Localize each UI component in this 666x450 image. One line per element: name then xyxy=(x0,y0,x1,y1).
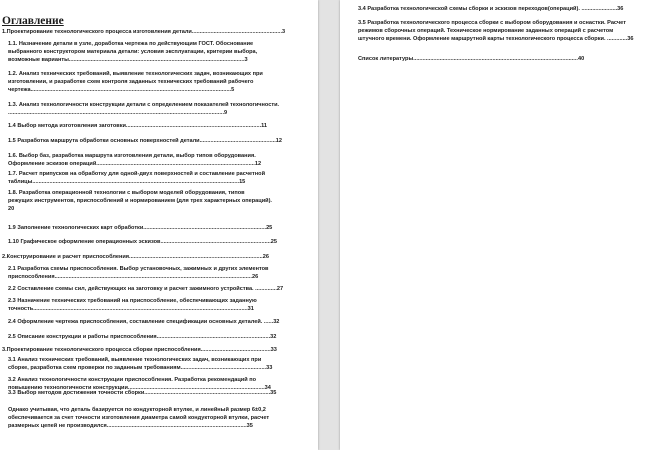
toc-entry-line: 3.4 Разработка технологической схемы сборки и эскизов переходов(операций). .......................36 xyxy=(358,6,624,12)
toc-entry[interactable] xyxy=(8,101,279,117)
toc-entry-line: 20 xyxy=(8,206,15,213)
toc-entry-line: 3.3 Выбор методов достижения точности сборки.................................................................................35 xyxy=(8,390,277,396)
toc-entry[interactable] xyxy=(8,285,283,293)
toc-entry-line: 1.Проектирование технологического процесса изготовления детали..........................................................3 xyxy=(2,29,286,35)
toc-entry[interactable] xyxy=(2,28,285,36)
toc-entry[interactable] xyxy=(8,297,257,313)
toc-entry-line: сборке, разработка схем проверки по заданным требованиям.......................................................33 xyxy=(8,365,273,372)
toc-entry[interactable] xyxy=(358,5,623,13)
toc-entry[interactable] xyxy=(8,356,272,372)
toc-entry-line: режимов сборочных операций. Техническое нормирование заданных операций с расчетом xyxy=(358,28,614,35)
toc-entry[interactable] xyxy=(8,265,269,281)
toc-entry-line: точность..........................................................................................................................................31 xyxy=(8,306,254,313)
toc-entry-line: 1.1. Назначение детали в узле, доработка чертежа по действующим ГОСТ. Обоснование xyxy=(8,41,254,47)
toc-entry-line: 1.8. Разработка операционной технологии с выбором моделей оборудования, типов xyxy=(8,190,245,196)
toc-entry-line: ...........................................................................................................................................9 xyxy=(8,110,228,117)
toc-entry-line: 3.1 Анализ технических требований, выявление технологических задач, возникающих при xyxy=(8,357,262,363)
toc-entry-line: 1.5 Разработка маршрута обработки основных поверхностей детали.................................................12 xyxy=(8,138,282,144)
toc-entry-line: 2.3 Назначение технических требований на приспособление, обеспечивающих заданную xyxy=(8,298,257,304)
toc-entry[interactable] xyxy=(8,122,267,130)
toc-entry[interactable] xyxy=(2,346,277,354)
toc-entry-line: таблицы.....................................................................................................................................15 xyxy=(8,179,246,186)
toc-entry[interactable] xyxy=(2,253,269,261)
toc-title: Оглавление xyxy=(2,15,64,27)
toc-entry-line: 1.10 Графическое оформление операционных эскизов.......................................................................25 xyxy=(8,239,278,245)
toc-entry-line: 2.4 Оформление чертежа приспособления, составление спецификации основных деталей. ......32 xyxy=(8,319,280,325)
toc-entry-line: 1.6. Выбор баз, разработка маршрута изготовления детали, выбор типов оборудования. xyxy=(8,153,256,159)
toc-entry-line: штучного времени. Оформление маршрутной карты технологического процесса сборки. .............36 xyxy=(358,36,634,43)
toc-entry[interactable] xyxy=(8,333,276,341)
toc-entry-line: выбранного конструктором материала детали: условия эксплуатации, критерии выбора, xyxy=(8,49,258,56)
toc-entry[interactable] xyxy=(358,55,584,63)
toc-entry[interactable] xyxy=(8,152,261,168)
toc-entry-line: Однако учитывая, что деталь базируется по кондукторной втулке, и линейный размер 6±0,2 xyxy=(8,407,266,413)
toc-entry-line: размерных цепей не производился..........................................................................................35 xyxy=(8,423,253,430)
toc-entry[interactable] xyxy=(8,238,277,246)
toc-entry[interactable] xyxy=(8,389,276,397)
toc-entry-line: 1.7. Расчет припусков на обработку для одной-двух поверхностей и составление расчетной xyxy=(8,171,266,177)
toc-entry-line: 3.Проектирование технологического процесса сборки приспособления.............................................33 xyxy=(2,347,277,353)
toc-entry[interactable] xyxy=(358,19,633,44)
toc-entry-line: Оформление эскизов операций......................................................................................................12 xyxy=(8,161,262,168)
toc-entry-line: 2.5 Описание конструкции и работы приспособления.........................................................................32 xyxy=(8,334,277,340)
toc-entry[interactable] xyxy=(8,137,282,145)
toc-entry-line: возможные варианты.................................................................................................................3 xyxy=(8,57,248,64)
toc-entry-line: 1.3. Анализ технологичности конструкции детали с определением показателей технологичности. xyxy=(8,102,280,108)
toc-entry[interactable] xyxy=(8,70,263,95)
toc-entry-line: 3.5 Разработка технологического процесса сборки с выбором оборудования и оснастки. Расчет xyxy=(358,20,626,26)
toc-entry-line: 1.4 Выбор метода изготовления заготовки.......................................................................................11 xyxy=(8,123,268,129)
toc-entry-line: 2.Конструирование и расчет приспособления......................................................................................26 xyxy=(2,254,269,260)
toc-entry-line: повышению технологичности конструкции........................................................................................34 xyxy=(8,385,271,392)
toc-entry-line: режущих инструментов, приспособлений и нормированием (для трех характерных операций). xyxy=(8,198,272,205)
toc-entry-line: обеспечивается за счет точности изготовления диаметра самой кондукторной втулки, расчет xyxy=(8,415,270,422)
toc-entry[interactable] xyxy=(8,318,279,326)
toc-entry-line: 1.2. Анализ технических требований, выявление технологических задач, возникающих при xyxy=(8,71,263,77)
toc-entry[interactable] xyxy=(8,170,265,186)
toc-entry-line: чертежа.................................................................................................................................5 xyxy=(8,87,235,94)
toc-entry[interactable] xyxy=(8,189,272,214)
toc-entry-line: изготовлении, и разработке схем контроля заданных технических требований рабочего xyxy=(8,79,254,86)
toc-entry-line: 1.9 Заполнение технологических карт обработки...............................................................................25 xyxy=(8,225,273,231)
toc-entry-line: Список литературы..........................................................................................................40 xyxy=(358,56,585,62)
toc-entry-line: 2.1 Разработка схемы приспособления. Выбор установочных, зажимных и других элементов xyxy=(8,266,269,272)
left-page xyxy=(0,0,318,450)
toc-entry[interactable] xyxy=(8,224,272,232)
toc-entry[interactable] xyxy=(8,406,269,431)
right-page xyxy=(340,0,666,450)
toc-entry-line: приспособления...............................................................................................................................26 xyxy=(8,274,259,281)
toc-entry[interactable] xyxy=(8,40,257,65)
toc-entry-line: 2.2 Составление схемы сил, действующих на заготовку и расчет зажимного устройства. ..............27 xyxy=(8,286,284,292)
toc-entry-line: 3.2 Анализ технологичности конструкции приспособления. Разработка рекомендаций по xyxy=(8,377,257,383)
